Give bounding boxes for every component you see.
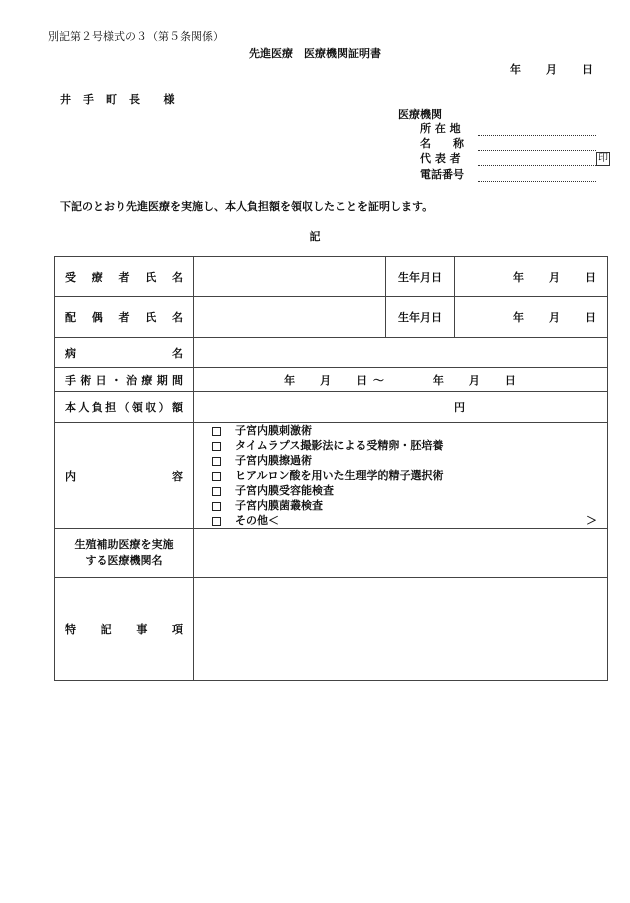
checkbox[interactable]: [212, 517, 221, 526]
surgery-period-label: 手術日・治療期間: [55, 368, 194, 392]
content-row: [55, 423, 608, 529]
institution-name-row: [420, 135, 596, 151]
patient-name-label: 受療者氏名: [55, 257, 194, 297]
institution-representative-row: [420, 150, 610, 166]
content-option-3[interactable]: 子宮内膜擦過術: [212, 453, 607, 468]
phone-label: 電話番号: [420, 168, 464, 181]
checkbox[interactable]: [212, 442, 221, 451]
representative-label: 代 表 者: [420, 152, 461, 165]
provider-row: [55, 529, 608, 578]
payment-row: [55, 392, 608, 423]
ki-heading: 記: [309, 230, 321, 243]
payment-label: 本人負担（領収）額: [55, 392, 194, 423]
document-title: 先進医療 医療機関証明書: [249, 47, 381, 60]
patient-birthdate-field[interactable]: 年 月 日: [455, 257, 608, 297]
patient-birthdate-label: 生年月日: [386, 257, 455, 297]
provider-field[interactable]: [194, 529, 608, 578]
content-option-2[interactable]: タイムラプス撮影法による受精卵・胚培養: [212, 438, 607, 453]
content-options: [194, 423, 608, 529]
seal-mark: 印: [598, 153, 608, 164]
disease-field[interactable]: [194, 338, 608, 368]
name-label: 名 称: [420, 137, 464, 150]
other-close-bracket: ＞: [586, 514, 597, 527]
spouse-name-label: 配偶者氏名: [55, 297, 194, 338]
checkbox[interactable]: [212, 502, 221, 511]
content-option-5[interactable]: 子宮内膜受容能検査: [212, 483, 607, 498]
surgery-period-row: [55, 368, 608, 392]
spouse-name-field[interactable]: [194, 297, 386, 338]
checkbox[interactable]: [212, 457, 221, 466]
issue-date: 年 月 日: [510, 63, 594, 76]
institution-address-row: [420, 120, 596, 136]
institution-phone-row: [420, 166, 596, 182]
address-label: 所 在 地: [420, 122, 461, 135]
representative-field[interactable]: [478, 153, 596, 166]
patient-name-field[interactable]: [194, 257, 386, 297]
content-label: 内容: [55, 423, 194, 529]
disease-row: [55, 338, 608, 368]
content-option-1[interactable]: 子宮内膜刺激術: [212, 423, 607, 438]
content-option-4[interactable]: ヒアルロン酸を用いた生理学的精子選択術: [212, 468, 607, 483]
provider-label: 生殖補助医療を実施 する医療機関名: [55, 529, 194, 578]
institution-heading: 医療機関: [398, 108, 442, 121]
checkbox[interactable]: [212, 487, 221, 496]
surgery-period-field[interactable]: 年 月 日 〜 年 月 日: [194, 368, 608, 392]
content-checklist: [204, 423, 607, 528]
addressee: 井 手 町 長 様: [60, 93, 175, 106]
disease-label: 病名: [55, 338, 194, 368]
checkbox[interactable]: [212, 427, 221, 436]
remarks-field[interactable]: [194, 578, 608, 681]
payment-field[interactable]: [194, 392, 608, 423]
remarks-label: 特記事項: [55, 578, 194, 681]
content-option-6[interactable]: 子宮内膜菌叢検査: [212, 498, 607, 513]
yen-unit: 円: [454, 401, 465, 414]
remarks-row: [55, 578, 608, 681]
phone-field[interactable]: [478, 169, 596, 182]
certificate-table: [54, 256, 608, 681]
patient-row: [55, 257, 608, 297]
content-option-other[interactable]: その他＜ ＞: [212, 513, 607, 528]
spouse-birthdate-field[interactable]: 年 月 日: [455, 297, 608, 338]
checkbox[interactable]: [212, 472, 221, 481]
certification-statement: 下記のとおり先進医療を実施し、本人負担額を領収したことを証明します。: [60, 200, 434, 213]
form-code: 別記第２号様式の３（第５条関係）: [48, 30, 224, 43]
spouse-row: [55, 297, 608, 338]
spouse-birthdate-label: 生年月日: [386, 297, 455, 338]
